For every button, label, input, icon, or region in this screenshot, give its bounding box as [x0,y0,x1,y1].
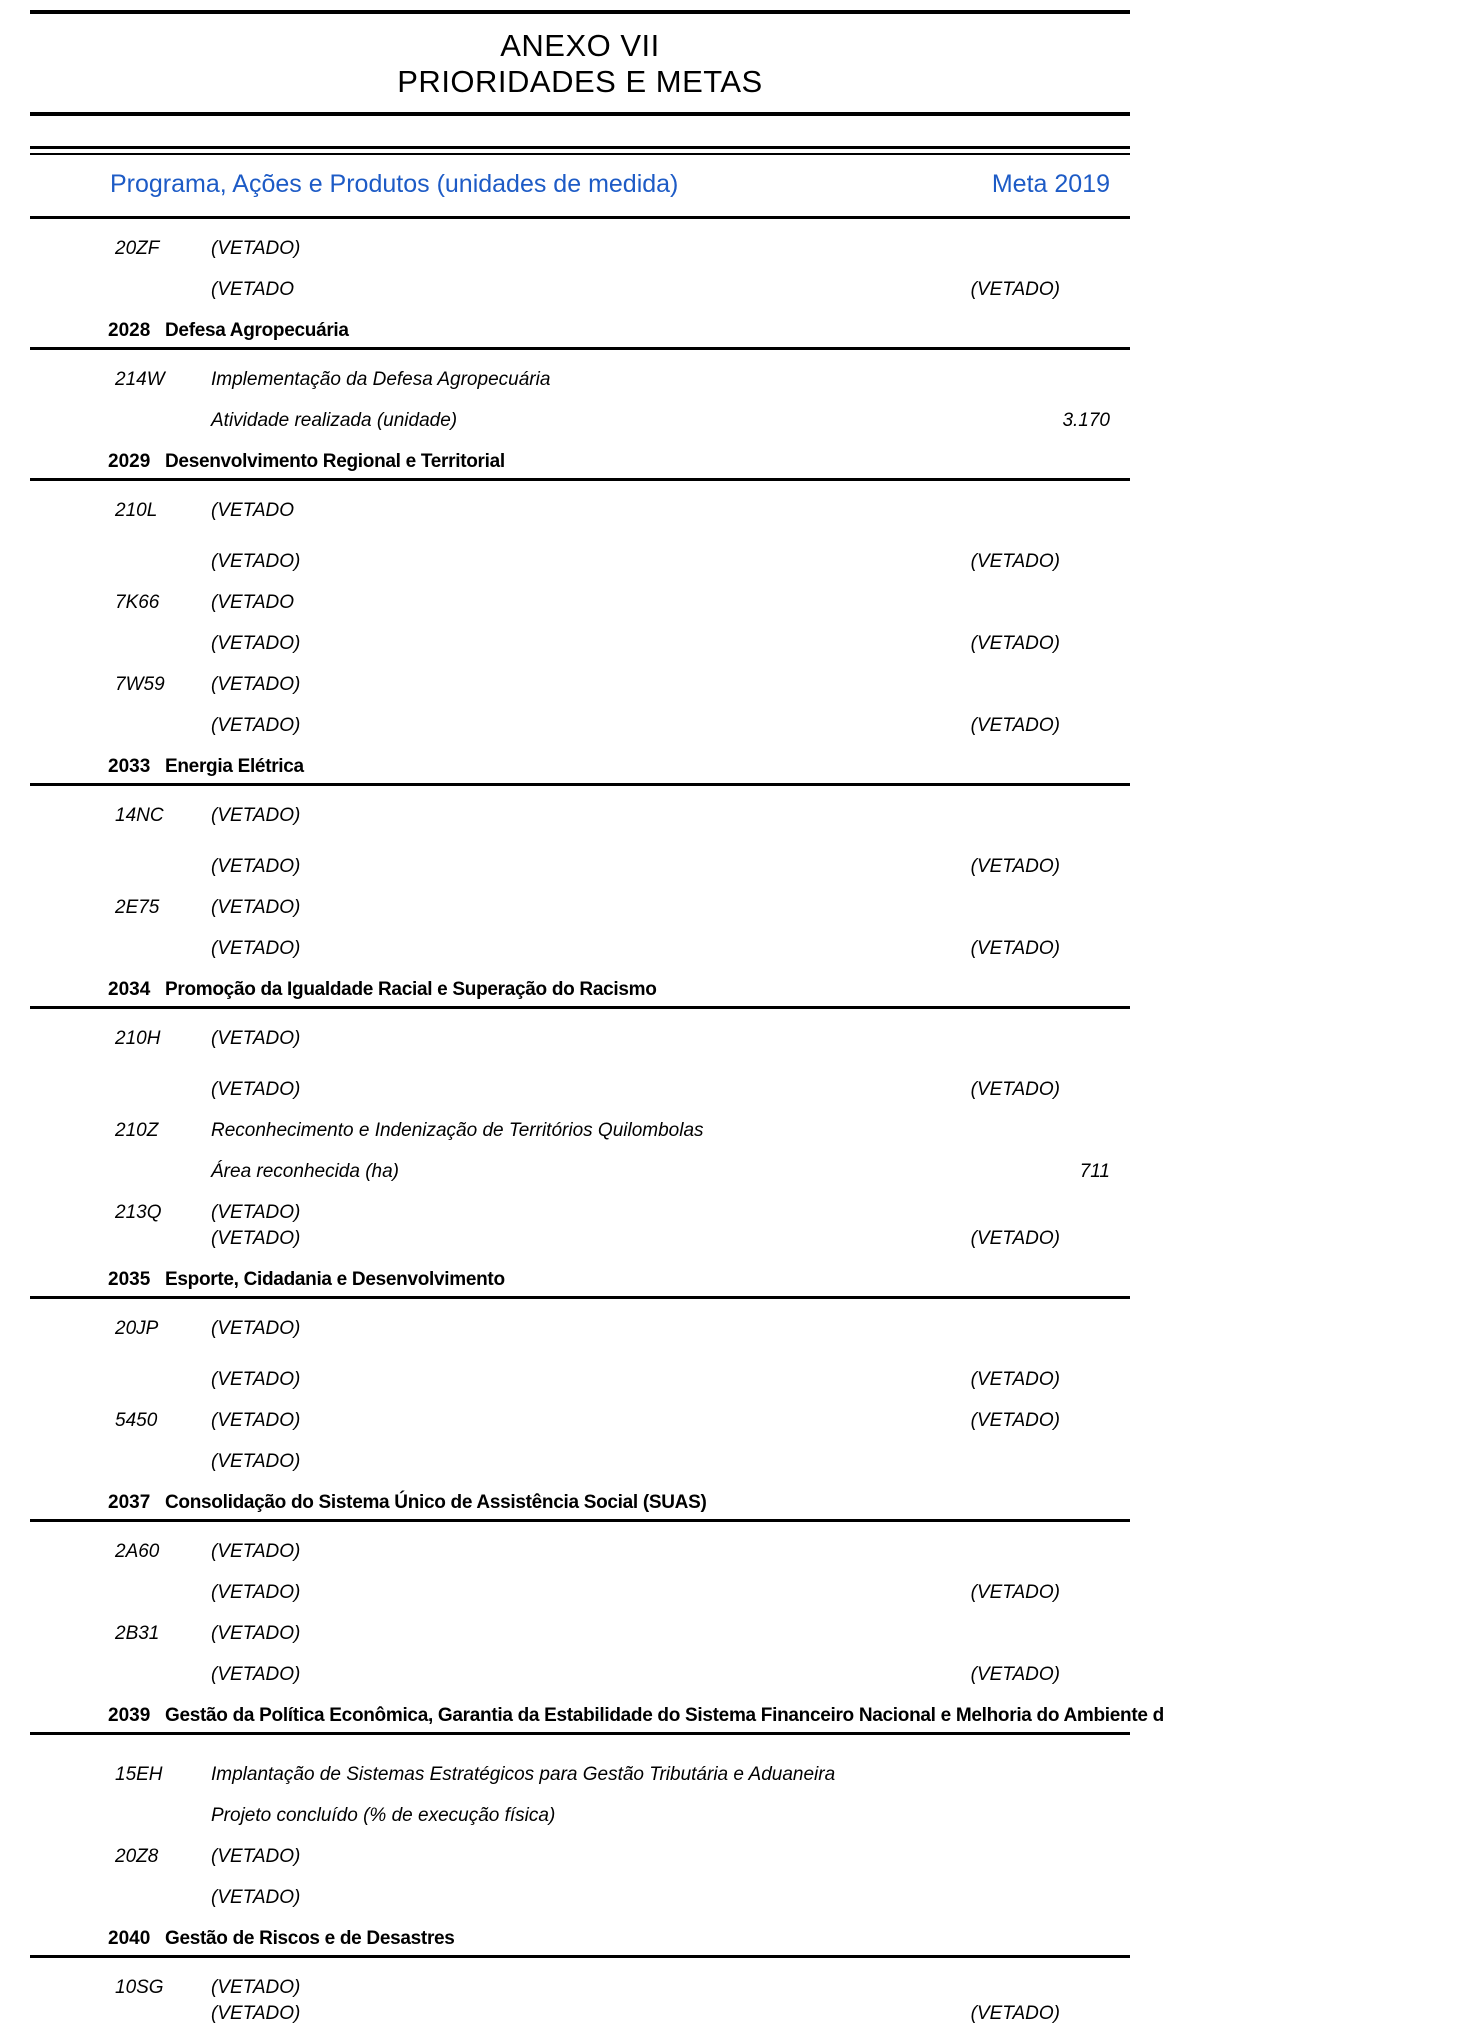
row-code: 7W59 [115,674,165,695]
table-row-product [30,632,1130,655]
annex-subtitle: PRIORIDADES E METAS [397,64,763,99]
row-text: (VETADO) [211,674,301,695]
row-code: 2B31 [115,1623,160,1644]
row-code: 210L [115,500,158,521]
row-code: 2037 [108,1492,151,1513]
row-text: (VETADO) [211,1079,301,1100]
program-divider-rule [30,347,1130,350]
row-code: 14NC [115,805,164,826]
row-text: Área reconhecida (ha) [211,1161,399,1182]
row-code: 210H [115,1028,161,1049]
row-code: 2029 [108,451,151,472]
table-row-action [30,1027,1130,1050]
table-row-product [30,550,1130,573]
row-meta: 711 [1079,1161,1110,1182]
table-row-action [30,1622,1130,1645]
program-divider-rule [30,478,1130,481]
row-code: 2E75 [115,897,160,918]
column-header-meta: Meta 2019 [991,170,1110,198]
table-top-double-rule [30,146,1130,155]
table-row-program [30,450,1130,473]
row-text: Gestão da Política Econômica, Garantia da Estabilidade do Sistema Financeiro Nacional e Melhoria do Ambiente d [165,1705,1164,1726]
row-meta: (VETADO) [970,715,1060,736]
row-text: (VETADO) [211,551,301,572]
row-text: (VETADO [211,592,295,613]
row-text: Esporte, Cidadania e Desenvolvimento [165,1269,505,1290]
row-code: 7K66 [115,592,160,613]
row-code: 210Z [115,1120,159,1141]
row-text: (VETADO) [211,1228,301,1249]
row-text: (VETADO) [211,238,301,259]
table-row-program [30,1268,1130,1291]
row-text: (VETADO) [211,1318,301,1339]
table-row-product [30,1078,1130,1101]
row-code: 2034 [108,979,151,1000]
table-row-action [30,1845,1130,1868]
row-text: (VETADO) [211,715,301,736]
table-row-product [30,1581,1130,1604]
row-text: (VETADO) [211,856,301,877]
row-meta: (VETADO) [970,1228,1060,1249]
row-meta: (VETADO) [970,551,1060,572]
table-row-action [30,237,1130,260]
column-header-programs: Programa, Ações e Produtos (unidades de medida) [110,170,679,198]
row-text: Gestão de Riscos e de Desastres [165,1928,455,1949]
row-meta: 3.170 [1062,410,1110,431]
title-bottom-rule [30,112,1130,116]
row-meta: (VETADO) [970,1369,1060,1390]
header-underline-rule [30,216,1130,219]
row-code: 2035 [108,1269,151,1290]
row-text: (VETADO) [211,1369,301,1390]
row-code: 20ZF [115,238,160,259]
row-text: (VETADO) [211,1846,301,1867]
row-text: (VETADO) [211,2003,301,2024]
row-meta: (VETADO) [970,2003,1060,2024]
table-row-action [30,499,1130,522]
table-row-action [30,1976,1130,1999]
row-text: (VETADO) [211,633,301,654]
table-row-action [30,591,1130,614]
table-row-program [30,1927,1130,1950]
row-meta: (VETADO) [970,279,1060,300]
table-row-action [30,896,1130,919]
table-row-action [30,1201,1130,1224]
row-code: 2040 [108,1928,151,1949]
document-title-block [30,14,1130,112]
table-row-product [30,1368,1130,1391]
table-row-product [30,1663,1130,1686]
row-code: 213Q [115,1202,162,1223]
row-text: Energia Elétrica [165,756,304,777]
program-divider-rule [30,1732,1130,1735]
row-text: (VETADO [211,500,295,521]
table-row-action [30,1409,1130,1432]
row-code: 20Z8 [115,1846,159,1867]
table-header-row [30,155,1130,199]
row-text: (VETADO) [211,1028,301,1049]
row-text: (VETADO) [211,938,301,959]
table-row-product [30,1227,1130,1250]
row-text: Projeto concluído (% de execução física) [211,1805,556,1826]
row-meta: (VETADO) [970,1582,1060,1603]
table-row-action [30,1119,1130,1142]
table-row-product [30,1450,1130,1473]
row-code: 2033 [108,756,151,777]
program-divider-rule [30,1955,1130,1958]
row-text: Consolidação do Sistema Único de Assistência Social (SUAS) [165,1492,707,1513]
row-text: (VETADO) [211,1451,301,1472]
program-divider-rule [30,1519,1130,1522]
row-meta: (VETADO) [970,1079,1060,1100]
table-row-action [30,1763,1130,1786]
row-text: (VETADO) [211,1887,301,1908]
table-row-program [30,1491,1130,1514]
row-text: (VETADO) [211,1623,301,1644]
row-code: 2A60 [115,1541,160,1562]
row-text: (VETADO) [211,1977,301,1998]
annex-title: ANEXO VII [500,28,660,63]
row-meta: (VETADO) [970,1664,1060,1685]
table-row-product [30,409,1130,432]
table-row-action [30,368,1130,391]
table-row-product [30,937,1130,960]
table-row-product [30,1160,1130,1183]
table-row-product [30,1886,1130,1909]
table-row-action [30,1540,1130,1563]
program-divider-rule [30,1296,1130,1299]
table-row-program [30,755,1130,778]
row-meta: (VETADO) [970,938,1060,959]
table-row-product [30,714,1130,737]
document-page [30,0,1164,2025]
row-text: (VETADO) [211,1582,301,1603]
table-row-program [30,978,1130,1001]
table-row-program [30,1704,1164,1727]
table-row-action [30,804,1130,827]
row-text: (VETADO) [211,1410,301,1431]
row-text: Implantação de Sistemas Estratégicos para Gestão Tributária e Aduaneira [211,1764,836,1785]
row-meta: (VETADO) [970,1410,1060,1431]
row-code: 20JP [115,1318,159,1339]
row-code: 2028 [108,320,151,341]
row-text: (VETADO) [211,1664,301,1685]
table-rows [30,237,1164,2025]
row-text: Atividade realizada (unidade) [211,410,458,431]
row-meta: (VETADO) [970,856,1060,877]
row-text: (VETADO) [211,1541,301,1562]
row-text: (VETADO) [211,897,301,918]
row-code: 5450 [115,1410,158,1431]
table-row-product [30,855,1130,878]
table-row-action [30,673,1130,696]
program-divider-rule [30,1006,1130,1009]
row-text: (VETADO) [211,805,301,826]
row-text: Implementação da Defesa Agropecuária [211,369,551,390]
row-text: Reconhecimento e Indenização de Territórios Quilombolas [211,1120,704,1141]
row-text: (VETADO) [211,1202,301,1223]
row-code: 2039 [108,1705,151,1726]
table-row-product [30,2002,1130,2025]
row-text: (VETADO [211,279,295,300]
row-text: Defesa Agropecuária [165,320,349,341]
table-row-product [30,278,1130,301]
row-code: 214W [115,369,165,390]
row-text: Promoção da Igualdade Racial e Superação do Racismo [165,979,657,1000]
row-code: 10SG [115,1977,164,1998]
row-code: 15EH [115,1764,163,1785]
row-meta: (VETADO) [970,633,1060,654]
table-row-action [30,1317,1130,1340]
table-row-program [30,319,1130,342]
table-row-product [30,1804,1130,1827]
row-text: Desenvolvimento Regional e Territorial [165,451,505,472]
program-divider-rule [30,783,1130,786]
